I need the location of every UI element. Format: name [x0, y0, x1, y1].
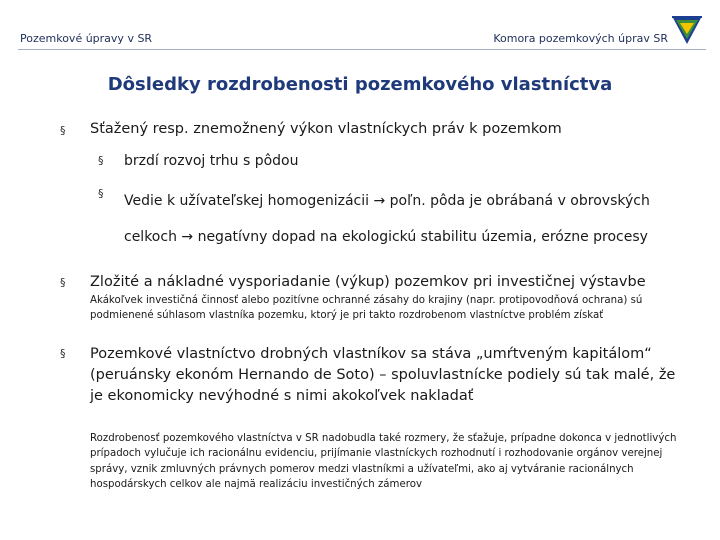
bullet-1-sub-1: brzdí rozvoj trhu s pôdou — [124, 153, 299, 169]
slide-title: Dôsledky rozdrobenosti pozemkového vlastníctva — [107, 74, 613, 95]
bullet-3-note: Rozdrobenosť pozemkového vlastníctva v SR nadobudla také rozmery, že sťažuje, prípadne dokonca v jednotlivých prípadoch vylučuje ich racionálnu evidenciu, prijímanie vlastníckych rozhodnutí i rozhodovanie orgánov verejnej správy, vznik zmluvných právnych pomerov medzi vlastníkmi a užívateľmi, ako aj vytváranie racionálnych hospodárskych celkov ale najmä realizáciu investičných zámerov — [90, 433, 677, 490]
header-right-text: Komora pozemkových úprav SR — [493, 32, 668, 45]
bullet-2-note: Akákoľvek investičná činnosť alebo pozitívne ochranné zásahy do krajiny (napr. protipovodňová ochrana) sú podmienené súhlasom vlastníka pozemku, ktorý je pri takto rozdrobenom vlastníctve problém získať — [90, 295, 643, 322]
header-left-text: Pozemkové úpravy v SR — [20, 32, 153, 45]
chamber-logo-icon — [670, 12, 704, 46]
header-divider — [18, 49, 706, 50]
sub-bullet-marker: § — [98, 154, 104, 167]
bullet-marker: § — [60, 347, 66, 360]
sub-bullet-marker: § — [98, 187, 104, 200]
bullet-3-text: Pozemkové vlastníctvo drobných vlastníkov sa stáva „umŕtveným kapitálom“ (peruánsky ekonóm Hernando de Soto) – spoluvlastnícke podiely sú tak malé, že je ekonomicky nevýhodné s nimi akokoľvek nakladať — [90, 346, 676, 405]
bullet-1-text: Sťažený resp. znemožnený výkon vlastníckych práv k pozemkom — [90, 121, 562, 137]
bullet-marker: § — [60, 124, 66, 137]
bullet-1-sub-2: Vedie k užívateľskej homogenizácii → poľn. pôda je obrábaná v obrovských celkoch → negatívny dopad na ekologickú stabilitu územia, erózne procesy — [124, 193, 650, 245]
bullet-2-text: Zložité a nákladné vysporiadanie (výkup) pozemkov pri investičnej výstavbe — [90, 274, 646, 290]
bullet-marker: § — [60, 276, 66, 289]
